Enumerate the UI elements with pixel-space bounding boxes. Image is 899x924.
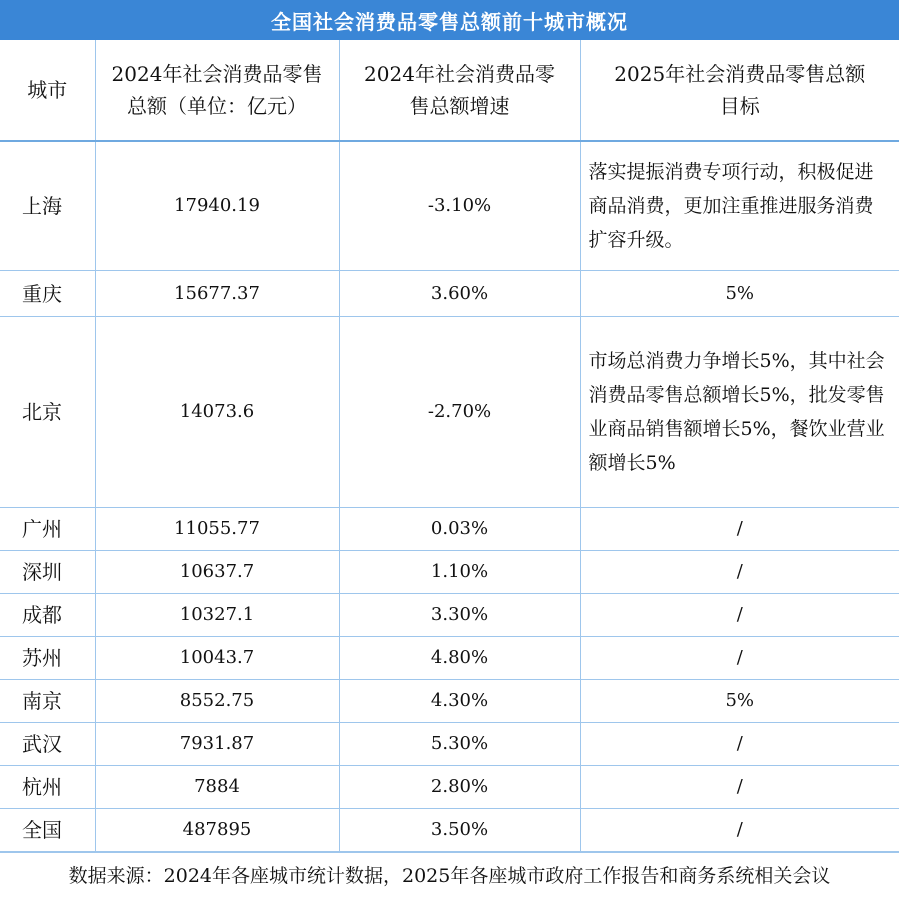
city-cell: 武汉: [0, 723, 95, 766]
target-cell: 落实提振消费专项行动，积极促进商品消费，更加注重推进服务消费扩容升级。: [580, 141, 899, 271]
growth-cell: 4.30%: [339, 680, 580, 723]
total-cell: 7884: [95, 766, 339, 809]
total-cell: 7931.87: [95, 723, 339, 766]
target-cell: /: [580, 766, 899, 809]
total-cell: 10327.1: [95, 594, 339, 637]
city-cell: 杭州: [0, 766, 95, 809]
total-cell: 8552.75: [95, 680, 339, 723]
total-cell: 14073.6: [95, 317, 339, 508]
header-target: 2025年社会消费品零售总额 目标: [580, 40, 899, 141]
growth-cell: 3.50%: [339, 809, 580, 852]
total-cell: 15677.37: [95, 271, 339, 317]
table-row: [0, 809, 899, 852]
table-row: [0, 141, 899, 271]
growth-cell: 3.60%: [339, 271, 580, 317]
city-cell: 成都: [0, 594, 95, 637]
city-cell: 全国: [0, 809, 95, 852]
header-city: 城市: [0, 40, 95, 141]
city-retail-table: [0, 40, 899, 852]
total-cell: 17940.19: [95, 141, 339, 271]
target-cell: /: [580, 594, 899, 637]
target-cell: /: [580, 508, 899, 551]
city-cell: 广州: [0, 508, 95, 551]
table-row: [0, 680, 899, 723]
table-row: [0, 594, 899, 637]
target-cell: /: [580, 637, 899, 680]
total-cell: 11055.77: [95, 508, 339, 551]
target-cell: /: [580, 809, 899, 852]
growth-cell: -2.70%: [339, 317, 580, 508]
city-cell: 深圳: [0, 551, 95, 594]
growth-cell: 1.10%: [339, 551, 580, 594]
header-growth: 2024年社会消费品零 售总额增速: [339, 40, 580, 141]
city-cell: 南京: [0, 680, 95, 723]
table-row: [0, 723, 899, 766]
total-cell: 10043.7: [95, 637, 339, 680]
table-row: [0, 271, 899, 317]
city-cell: 上海: [0, 141, 95, 271]
total-cell: 487895: [95, 809, 339, 852]
growth-cell: 2.80%: [339, 766, 580, 809]
table-row: [0, 551, 899, 594]
growth-cell: 3.30%: [339, 594, 580, 637]
target-cell: 5%: [580, 680, 899, 723]
city-cell: 重庆: [0, 271, 95, 317]
header-total: 2024年社会消费品零售 总额（单位：亿元）: [95, 40, 339, 141]
city-cell: 苏州: [0, 637, 95, 680]
target-cell: 市场总消费力争增长5%，其中社会消费品零售总额增长5%，批发零售业商品销售额增长5%，餐饮业营业额增长5%: [580, 317, 899, 508]
growth-cell: 5.30%: [339, 723, 580, 766]
table-row: [0, 766, 899, 809]
header-row: [0, 40, 899, 141]
target-cell: /: [580, 723, 899, 766]
table-title: 全国社会消费品零售总额前十城市概况: [0, 0, 899, 40]
total-cell: 10637.7: [95, 551, 339, 594]
target-cell: 5%: [580, 271, 899, 317]
growth-cell: 4.80%: [339, 637, 580, 680]
growth-cell: 0.03%: [339, 508, 580, 551]
growth-cell: -3.10%: [339, 141, 580, 271]
target-cell: /: [580, 551, 899, 594]
table-row: [0, 637, 899, 680]
table-row: [0, 317, 899, 508]
table-row: [0, 508, 899, 551]
data-source-note: 数据来源：2024年各座城市统计数据，2025年各座城市政府工作报告和商务系统相关会议: [0, 852, 899, 897]
city-cell: 北京: [0, 317, 95, 508]
